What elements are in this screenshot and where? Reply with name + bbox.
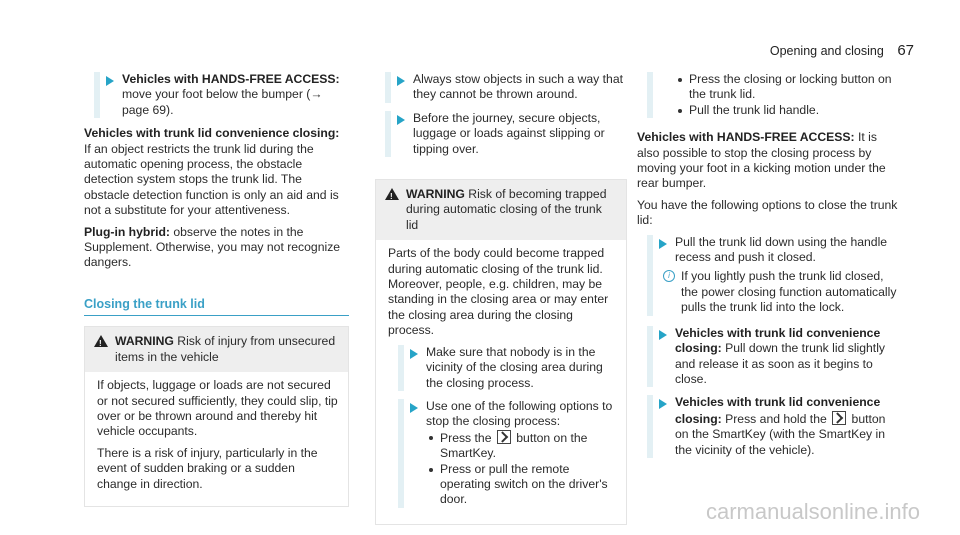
plugin-note (84, 225, 349, 271)
step-text: Always stow objects in such a way that they cannot be thrown around. (413, 72, 623, 102)
warning-paragraph: Parts of the body could become trapped during automatic closing of the trunk lid. Moreover, people, e.g. children, may be standing in the closing area or may enter the closing area during the closing process. (388, 246, 609, 338)
step-hands-free (94, 72, 349, 118)
hands-free-note (637, 130, 899, 192)
step-text: Make sure that nobody is in the vicinity of the closing area during the closing process. (426, 344, 603, 390)
list-item: Press the closing or locking button on the trunk lid. (675, 72, 899, 103)
step-arrow-icon (397, 76, 405, 86)
info-note (653, 269, 899, 315)
precaution-steps (375, 72, 627, 157)
page-number: 67 (897, 42, 914, 59)
plugin-title: Plug-in hybrid: (84, 224, 170, 239)
step-title: Vehicles with trunk lid convenience closing: (675, 325, 881, 356)
step-text: Pull the trunk lid down using the handle recess and push it closed. (675, 234, 888, 265)
step-secure (385, 111, 627, 157)
page-header (770, 42, 914, 59)
plugin-text: observe the notes in the Supplement. Otherwise, you may not recognize dangers. (84, 224, 341, 270)
step-arrow-icon (659, 330, 667, 340)
step-arrow-icon (106, 76, 114, 86)
step-handle (647, 235, 899, 316)
column-3 (637, 72, 899, 466)
warning-icon (385, 188, 399, 200)
warning-paragraph: If objects, luggage or loads are not secured or not secured sufficiently, they could slip, tip over or be thrown around and thereby hit vehicle occupants. (97, 378, 338, 439)
warning-label: WARNING (115, 334, 174, 349)
step-convenience-key: Vehicles with trunk lid convenience closing: Press and hold the button on the SmartKey (with the SmartKey in the vicinity of the vehicle). (647, 395, 899, 458)
section-heading: Closing the trunk lid (84, 297, 349, 316)
step-title: Vehicles with trunk lid convenience closing: (675, 395, 881, 426)
step-arrow-icon (397, 115, 405, 125)
step-stow (385, 72, 627, 103)
warning-header (85, 327, 348, 372)
step-text: Pull down the trunk lid slightly and release it as soon as it begins to close. (675, 341, 885, 386)
step-arrow-icon (659, 399, 667, 409)
stop-options-list-cont (675, 72, 899, 118)
warning-icon (94, 335, 108, 347)
step-text: move your foot below the bumper (→ page 69). (122, 87, 323, 117)
info-icon: i (663, 270, 675, 282)
list-item: Press or pull the remote operating switch on the driver's door. (426, 462, 616, 508)
stop-options-continued (647, 72, 899, 118)
step-arrow-icon (410, 403, 418, 413)
warning-box-injury (84, 326, 349, 507)
column-1 (84, 72, 349, 517)
warning-body (376, 240, 626, 524)
warning-label: WARNING (406, 187, 465, 202)
convenience-note (84, 126, 349, 218)
warning-box-trapped (375, 179, 627, 525)
warning-body (85, 372, 348, 506)
section-name: Opening and closing (769, 44, 884, 58)
options-intro: You have the following options to close the trunk lid: (637, 197, 898, 228)
step-text: Before the journey, secure objects, luggage or loads against slipping or tipping over. (413, 110, 605, 156)
column-2 (375, 72, 627, 535)
hands-free-title: Vehicles with HANDS-FREE ACCESS: (637, 130, 855, 145)
warning-paragraph: There is a risk of injury, particularly in the event of sudden braking or a sudden change in direction. (97, 445, 318, 491)
watermark: carmanualsonline.info (705, 499, 920, 524)
convenience-text: If an object restricts the trunk lid during the automatic opening process, the obstacle detection system stops the trunk lid. The obstacle detection function is only an aid and is not a substitute for your attentiveness. (84, 141, 339, 218)
step-convenience-pull (647, 326, 899, 388)
warning-headline: Risk of injury from unsecured items in the vehicle (115, 334, 336, 364)
warning-header (376, 180, 626, 240)
step-title: Vehicles with HANDS-FREE ACCESS: (122, 72, 340, 86)
step-arrow-icon (410, 349, 418, 359)
trunk-key-icon (832, 411, 846, 425)
stop-options-list (426, 430, 616, 508)
list-item: Pull the trunk lid handle. (675, 103, 899, 118)
step-arrow-icon (659, 239, 667, 249)
hands-free-text: It is also possible to stop the closing process by moving your foot in a kicking motion under the rear bumper. (637, 130, 886, 191)
step-vicinity (398, 345, 616, 391)
note-text: If you lightly push the trunk lid closed, the power closing function automatically pulls the trunk lid into the lock. (681, 269, 897, 315)
step-text: Use one of the following options to stop the closing process: (426, 398, 613, 429)
step-stop-options (398, 399, 616, 508)
list-item: Press the button on the SmartKey. (426, 430, 616, 462)
warning-headline: Risk of becoming trapped during automatic closing of the trunk lid (406, 187, 607, 232)
convenience-title: Vehicles with trunk lid convenience closing: (84, 126, 340, 141)
trunk-key-icon (497, 430, 511, 444)
